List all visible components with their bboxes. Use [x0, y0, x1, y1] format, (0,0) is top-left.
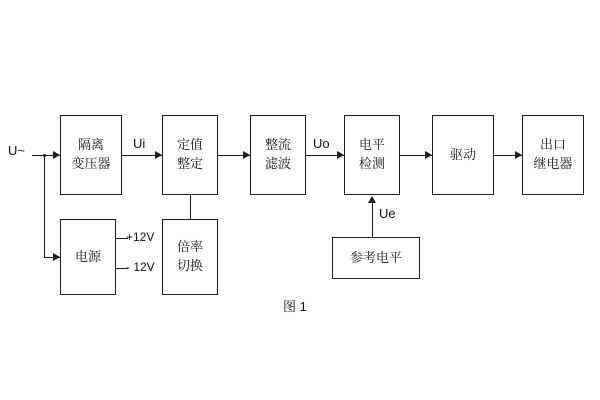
block-setting-value	[162, 115, 218, 195]
block-line: 驱动	[449, 146, 476, 162]
signal-label-uo: Uo	[313, 136, 330, 151]
block-line: 隔离	[77, 137, 104, 153]
block-rectify-filter	[250, 115, 306, 195]
block-line: 电平	[358, 137, 385, 153]
arrow-input-to-transformer	[53, 151, 60, 159]
block-line: 整定	[176, 156, 203, 171]
block-multiplier-switch	[162, 219, 218, 295]
block-line: 切换	[176, 258, 203, 273]
signal-label-input: U~	[8, 143, 25, 158]
arrow-transformer-to-setting	[155, 151, 162, 159]
block-line: 滤波	[264, 156, 291, 171]
block-line: 定值	[176, 137, 203, 153]
block-line: 继电器	[533, 156, 573, 171]
arrow-drive-to-relay	[515, 151, 522, 159]
signal-label-ui: Ui	[133, 136, 146, 151]
arrow-level-to-drive	[425, 151, 432, 159]
arrow-reference-to-level	[368, 196, 376, 203]
block-output-relay	[522, 115, 584, 195]
block-reference-level	[332, 237, 420, 279]
block-level-detect	[344, 115, 400, 195]
block-line: 整流	[264, 137, 291, 153]
signal-label-minus12: - 12V	[126, 260, 155, 274]
block-line: 电源	[74, 248, 101, 264]
block-line: 倍率	[176, 239, 203, 255]
block-line: 变压器	[71, 156, 111, 171]
block-isolation-transformer	[60, 115, 122, 195]
wire-setting-to-multiplier	[190, 195, 191, 219]
block-power-supply	[60, 219, 116, 295]
block-line: 检测	[358, 156, 385, 171]
block-drive	[432, 115, 494, 195]
arrow-setting-to-rectify	[243, 151, 250, 159]
signal-label-plus12: +12V	[126, 230, 155, 244]
signal-label-ue: Ue	[379, 206, 396, 221]
arrow-rectify-to-level	[337, 151, 344, 159]
figure-caption: 图 1	[283, 299, 307, 314]
block-line: 参考电平	[349, 249, 402, 265]
block-line: 出口	[539, 137, 566, 153]
arrow-branch-to-power	[53, 253, 60, 261]
wire-input-branch-vertical	[44, 155, 45, 257]
wire-reference-to-level	[372, 202, 373, 237]
